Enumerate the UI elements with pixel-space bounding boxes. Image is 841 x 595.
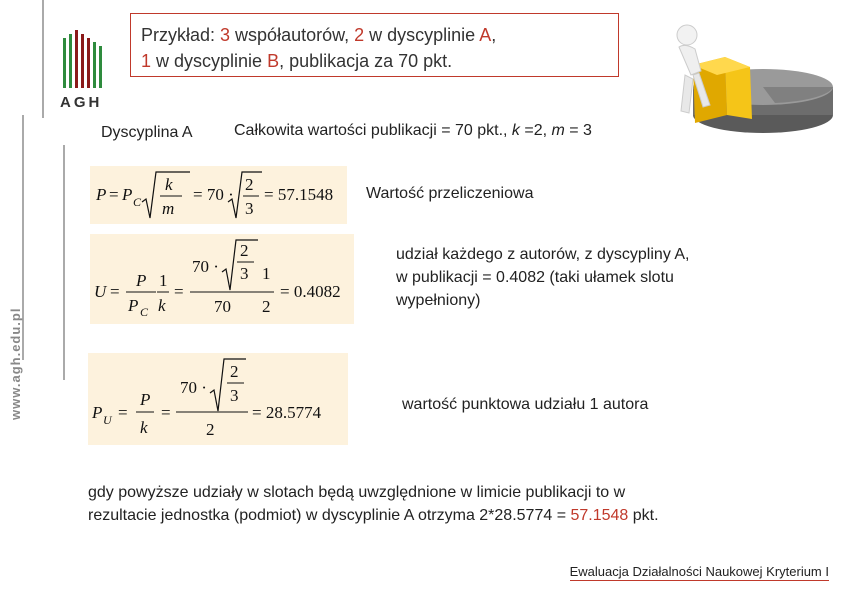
title-line-2: 1 w dyscyplinie B, publikacja za 70 pkt. xyxy=(141,51,453,71)
svg-text:=: = xyxy=(161,403,171,422)
example-title-box xyxy=(130,13,619,77)
svg-text:3: 3 xyxy=(230,386,239,405)
svg-text:3: 3 xyxy=(245,199,254,218)
svg-text:=: = xyxy=(109,185,119,204)
formula-conversion-value xyxy=(90,166,347,224)
total-value-text: Całkowita wartości publikacji = 70 pkt., k =2, m = 3 xyxy=(234,122,592,139)
svg-text:3: 3 xyxy=(240,264,249,283)
svg-text:P: P xyxy=(128,296,139,315)
share-description: udział każdego z autorów, z dyscypliny A, w publikacji = 0.4082 (taki ułamek slotu wypełniony) xyxy=(396,246,690,309)
svg-text:2: 2 xyxy=(240,241,249,260)
svg-text:C: C xyxy=(140,305,149,319)
svg-text:m: m xyxy=(162,199,175,218)
discipline-label: Dyscyplina A xyxy=(101,124,193,141)
svg-text:= 28.5774: = 28.5774 xyxy=(252,403,322,422)
svg-text:70: 70 xyxy=(214,297,231,316)
footer-caption: Ewaluacja Działalności Naukowej Kryterium I xyxy=(569,564,829,579)
svg-text:k: k xyxy=(158,296,166,315)
svg-text:= 70 ·: = 70 · xyxy=(193,185,234,204)
conversion-value-label: Wartość przeliczeniowa xyxy=(366,185,534,202)
summary-text: gdy powyższe udziały w slotach będą uwzględnione w limicie publikacji to w rezultacie jednostka (podmiot) w dyscyplinie A otrzyma 2*28.5774 = 57.1548 pkt. xyxy=(88,484,659,524)
svg-text:2: 2 xyxy=(245,175,254,194)
svg-text:k: k xyxy=(140,418,148,437)
author-points-label: wartość punktowa udziału 1 autora xyxy=(402,396,649,413)
left-divider-low xyxy=(63,145,65,380)
svg-text:2: 2 xyxy=(230,362,239,381)
svg-text:=: = xyxy=(118,403,128,422)
svg-text:=: = xyxy=(110,282,120,301)
agh-logo xyxy=(60,28,102,92)
svg-text:= 0.4082: = 0.4082 xyxy=(280,282,341,301)
formula-author-share xyxy=(90,234,354,324)
svg-text:C: C xyxy=(133,195,142,209)
svg-text:P: P xyxy=(92,403,103,422)
figure-pushing-pie-illustration xyxy=(655,15,835,145)
website-url: www.agh.edu.pl xyxy=(8,307,23,420)
svg-text:1: 1 xyxy=(262,264,271,283)
svg-text:1: 1 xyxy=(159,271,168,290)
svg-text:P: P xyxy=(96,185,107,204)
svg-text:= 57.1548: = 57.1548 xyxy=(264,185,334,204)
agh-logo-text: AGH xyxy=(60,94,103,111)
svg-text:P: P xyxy=(122,185,133,204)
svg-text:70 ·: 70 · xyxy=(192,257,219,276)
formula-author-points xyxy=(88,353,348,445)
svg-text:70 ·: 70 · xyxy=(180,378,207,397)
svg-text:U: U xyxy=(94,282,107,301)
svg-text:k: k xyxy=(165,175,173,194)
svg-text:2: 2 xyxy=(206,420,215,439)
svg-text:=: = xyxy=(174,282,184,301)
svg-text:P: P xyxy=(136,271,147,290)
title-line-1: Przykład: 3 współautorów, 2 w dyscyplinie A, xyxy=(141,25,497,45)
svg-text:P: P xyxy=(140,390,151,409)
left-divider-top xyxy=(42,0,44,118)
svg-text:2: 2 xyxy=(262,297,271,316)
svg-text:U: U xyxy=(103,413,112,427)
